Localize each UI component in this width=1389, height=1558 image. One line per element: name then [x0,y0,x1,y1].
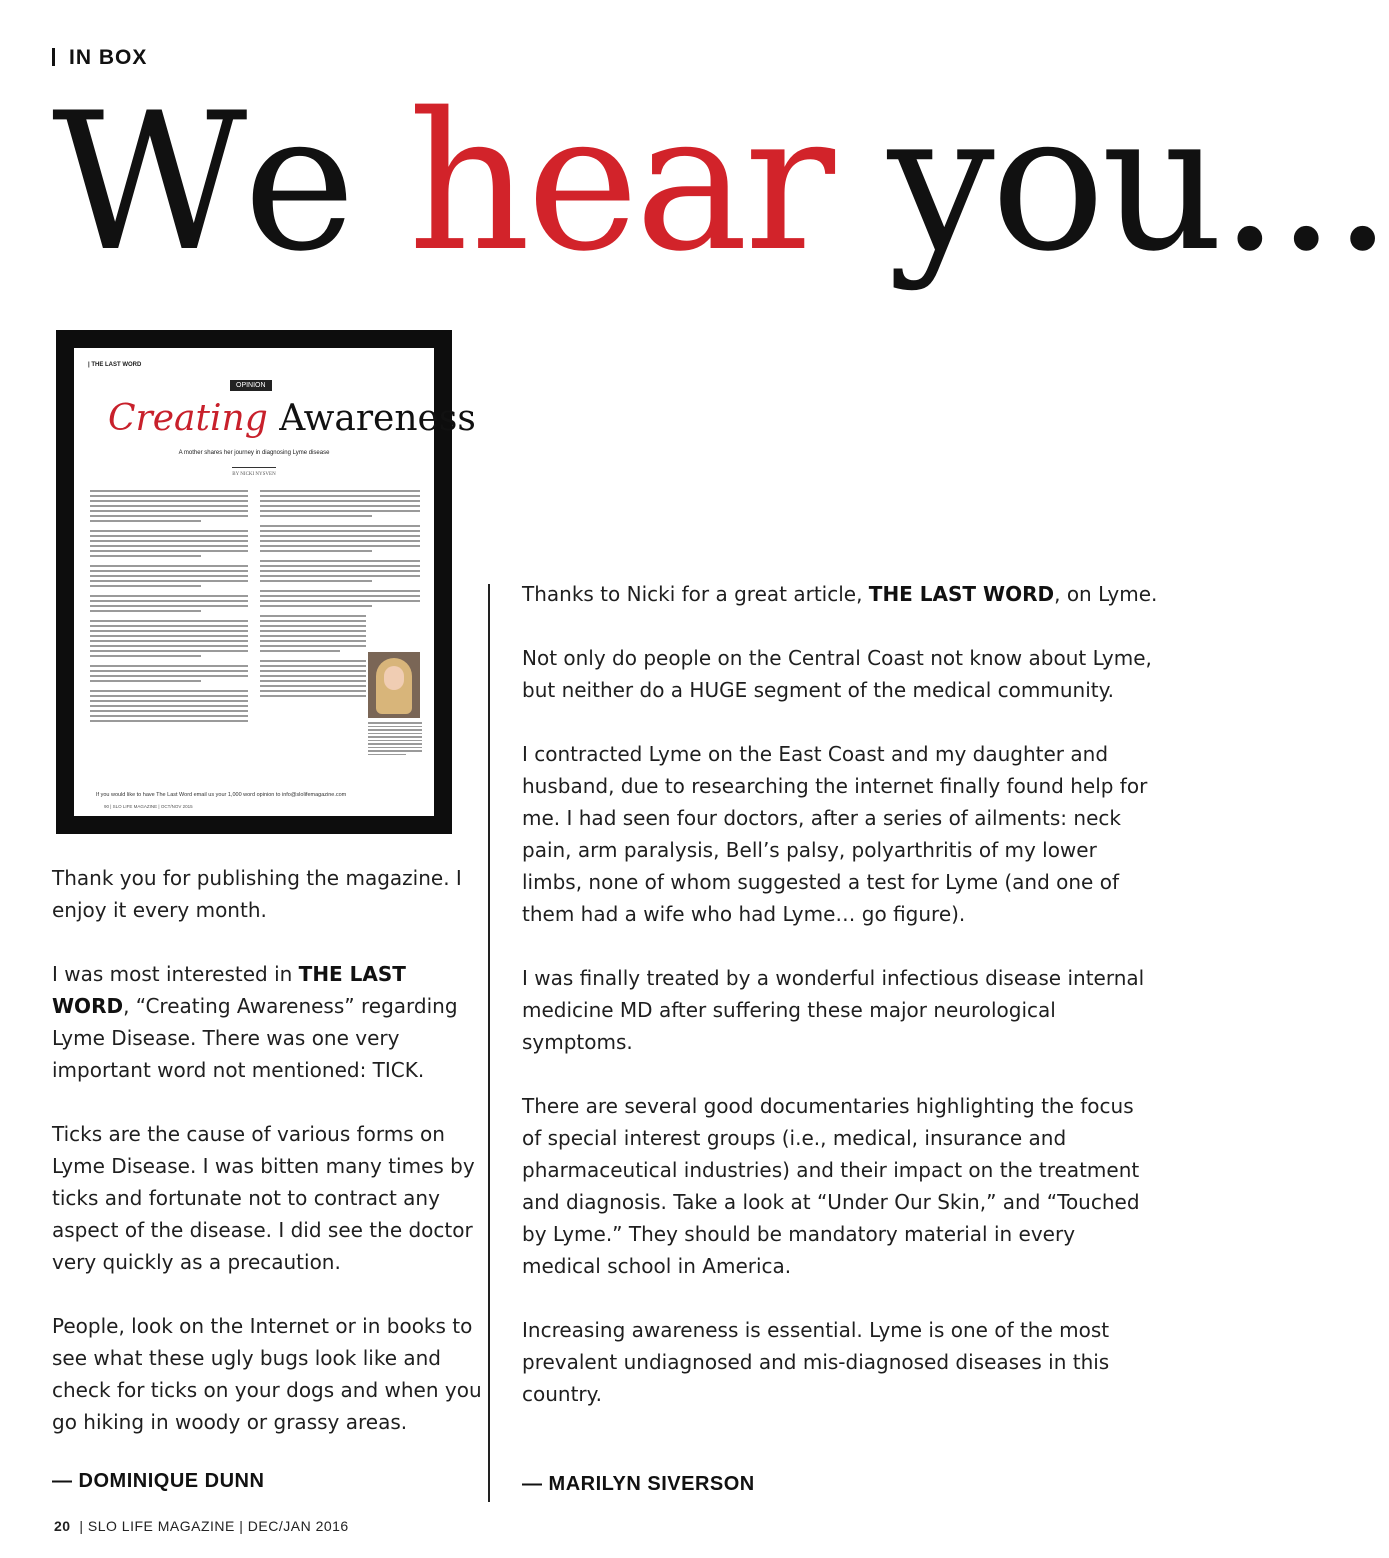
letter-left-p2-pre: I was most interested in [52,962,299,986]
thumbnail-section-tag: | THE LAST WORD [88,362,142,368]
headline-w: W [52,72,244,293]
letter-right-p1-post: , on Lyme. [1054,582,1158,606]
headline [52,72,1389,293]
thumbnail-byline: BY NICKI NYSVEN [232,472,276,477]
letter-right-p1 [522,578,1158,610]
section-tag-label: IN BOX [69,46,148,69]
page-number: 20 [54,1518,71,1534]
letter-right-p1-pre: Thanks to Nicki for a great article, [522,582,869,606]
column-divider [488,584,490,1502]
letter-right-p6: Increasing awareness is essential. Lyme is one of the most prevalent undiagnosed and mis-diagnosed diseases in this country. [522,1318,1110,1406]
thumbnail-page [74,348,476,816]
letter-right [522,578,1158,1442]
thumbnail-photo-caption [368,722,422,757]
thumbnail-footer-note: If you would like to have The Last Word email us your 1,000 word opinion to info@slolifemagazine.com [96,792,347,798]
letter-left-p2 [52,958,484,1086]
letter-left-p4: People, look on the Internet or in books to see what these ugly bugs look like and check for ticks on your dogs and when you go hiking in woody or grassy areas. [52,1314,482,1434]
letter-right-p5: There are several good documentaries highlighting the focus of special interest groups (i.e., medical, insurance and pharmaceutical industries) and their impact on the treatment and diagnosis. Take a look at “Under Our Skin,” and “Touched by Lyme.” They should be mandatory material in every medical school in America. [522,1094,1140,1278]
letter-left-p2-bold: THE LAST WORD [52,962,406,1018]
letter-right-p1-bold: THE LAST WORD [868,582,1055,606]
magazine-thumbnail [56,330,476,834]
thumbnail-folio: 90 | SLO LIFE MAGAZINE | OCT/NOV 2015 [104,804,193,809]
thumbnail-rule [232,467,276,468]
signature-left: — DOMINIQUE DUNN [52,1470,265,1492]
letter-left-p3: Ticks are the cause of various forms on Lyme Disease. I was bitten many times by ticks and fortunate not to contract any aspect of the disease. I did see the doctor very quickly as a precaution. [52,1122,475,1274]
letter-right-p3: I contracted Lyme on the East Coast and my daughter and husband, due to researching the internet finally found help for me. I had seen four doctors, after a series of ailments: neck pain, arm paralysis, Bell’s palsy, polyarthritis of my lower limbs, none of whom suggested a test for Lyme (and one of them had a wife who had Lyme… go figure). [522,742,1148,926]
headline-e: e [243,72,352,293]
headline-rest: you... [887,72,1389,293]
headline-red-word: hear [408,72,832,293]
section-tag [52,46,147,70]
thumbnail-opinion-label: OPINION [230,380,272,391]
thumbnail-title-italic: Creating [108,398,268,439]
letter-left-p1: Thank you for publishing the magazine. I enjoy it every month. [52,866,462,922]
letter-left-p2-post: , “Creating Awareness” regarding Lyme Disease. There was one very important word not mentioned: TICK. [52,994,458,1082]
letter-right-p4: I was finally treated by a wonderful infectious disease internal medicine MD after suffering these major neurological symptoms. [522,966,1145,1054]
thumbnail-column-left [90,490,248,725]
letter-right-p2: Not only do people on the Central Coast not know about Lyme, but neither do a HUGE segment of the medical community. [522,646,1152,702]
footer-publication: | SLO LIFE MAGAZINE | DEC/JAN 2016 [79,1518,349,1534]
thumbnail-subtitle: A mother shares her journey in diagnosing Lyme disease [178,450,330,456]
signature-right: — MARILYN SIVERSON [522,1473,755,1495]
page-footer [54,1518,349,1534]
thumbnail-author-photo [368,652,420,718]
thumbnail-title-rest: Awareness [279,398,476,439]
section-tag-bar [52,48,55,66]
letter-left [52,862,484,1470]
thumbnail-title [108,398,476,439]
